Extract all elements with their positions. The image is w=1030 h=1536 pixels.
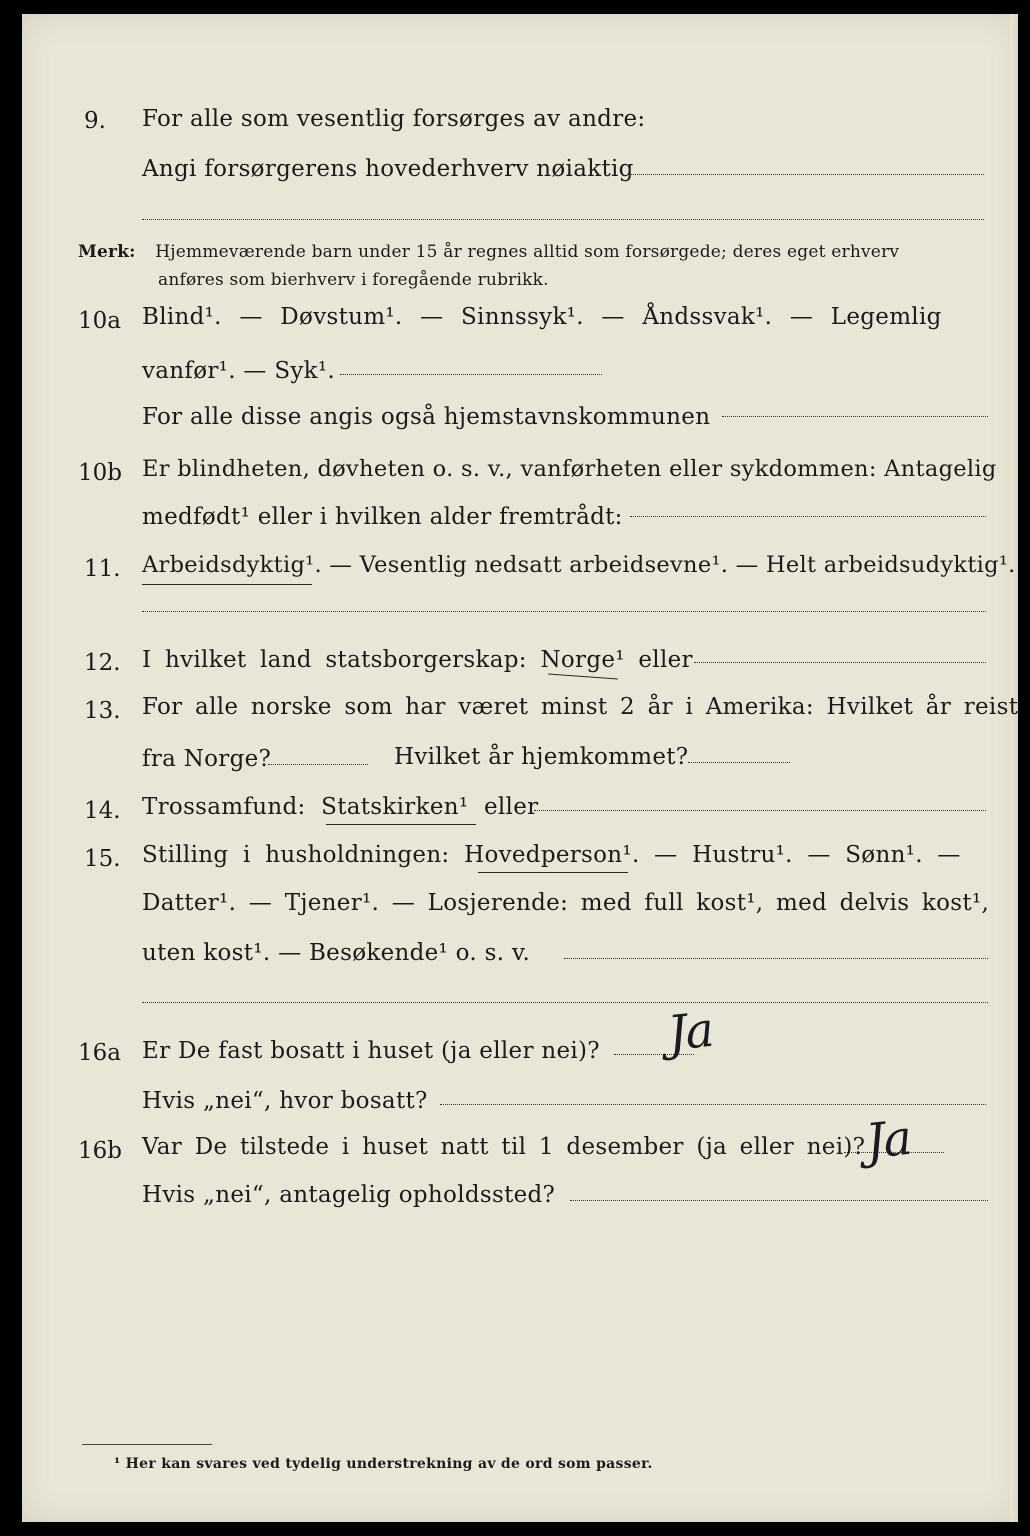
q13-line1: For alle norske som har været minst 2 år i Amerika: Hvilket år reist: [142, 694, 1019, 720]
q12-answer-line[interactable]: [694, 662, 986, 663]
q10a-line3: For alle disse angis også hjemstavnskommunen: [142, 404, 711, 430]
q11-answer-line[interactable]: [142, 611, 986, 612]
q13-line2b: Hvilket år hjemkommet?: [394, 744, 689, 770]
q10b-line2: medfødt¹ eller i hvilken alder fremtrådt:: [142, 504, 623, 530]
q15-answer-line-2[interactable]: [142, 1002, 988, 1003]
q16b-line2: Hvis „nei“, antagelig opholdssted?: [142, 1182, 556, 1208]
merk-line2: anføres som bierhverv i foregående rubrikk.: [158, 270, 549, 290]
q14-number: 14.: [84, 798, 121, 824]
q9-number: 9.: [84, 108, 106, 134]
q9-answer-line-2[interactable]: [142, 219, 984, 220]
page-edge: [1010, 14, 1018, 1522]
q16a-bosatt-line[interactable]: [440, 1104, 986, 1105]
q10a-line2: vanfør¹. — Syk¹.: [142, 358, 336, 384]
q15-underline-mark: [478, 872, 628, 873]
footnote: ¹ Her kan svares ved tydelig understrekning av de ord som passer.: [114, 1456, 653, 1472]
q14-answer-line[interactable]: [534, 810, 986, 811]
q15-line1: Stilling i husholdningen: Hovedperson¹. — Hustru¹. — Sønn¹. —: [142, 842, 961, 868]
census-form-page: [22, 14, 1018, 1522]
q15-line3: uten kost¹. — Besøkende¹ o. s. v.: [142, 940, 531, 966]
q15-number: 15.: [84, 846, 121, 872]
q16b-number: 16b: [78, 1138, 122, 1164]
q16a-handwritten-answer: Ja: [665, 1001, 715, 1063]
q12-line1: I hvilket land statsborgerskap: Norge¹ eller: [142, 647, 693, 673]
q10a-line1: Blind¹. — Døvstum¹. — Sinnssyk¹. — Åndssvak¹. — Legemlig: [142, 304, 942, 330]
q16a-line1: Er De fast bosatt i huset (ja eller nei)?: [142, 1038, 600, 1064]
q16b-opholdssted-line[interactable]: [570, 1200, 988, 1201]
q10a-answer-line[interactable]: [340, 374, 602, 375]
q10b-number: 10b: [78, 460, 122, 486]
q14-line1: Trossamfund: Statskirken¹ eller: [142, 794, 539, 820]
q16b-line1: Var De tilstede i huset natt til 1 desember (ja eller nei)?: [142, 1134, 866, 1160]
q15-answer-line[interactable]: [564, 958, 988, 959]
q11-number: 11.: [84, 556, 121, 582]
q10a-number: 10a: [78, 308, 121, 334]
merk-label: Merk:: [78, 242, 136, 262]
q16b-handwritten-answer: Ja: [863, 1109, 913, 1171]
q12-number: 12.: [84, 650, 121, 676]
q11-underline-mark: [142, 584, 312, 585]
merk-text1: Hjemmeværende barn under 15 år regnes alltid som forsørgede; deres eget erhverv: [155, 242, 900, 262]
q14-underline-mark: [326, 824, 476, 825]
q13-hjemkommet-line[interactable]: [688, 762, 790, 763]
q15-line2: Datter¹. — Tjener¹. — Losjerende: med full kost¹, med delvis kost¹,: [142, 890, 990, 916]
q16a-line2: Hvis „nei“, hvor bosatt?: [142, 1088, 428, 1114]
q9-answer-line[interactable]: [628, 174, 984, 175]
q9-line2: Angi forsørgerens hovederhverv nøiaktig: [142, 156, 634, 182]
q16a-number: 16a: [78, 1040, 121, 1066]
q10a-hjemstavn-line[interactable]: [722, 416, 988, 417]
q10b-answer-line[interactable]: [630, 516, 986, 517]
q9-line1: For alle som vesentlig forsørges av andre:: [142, 106, 646, 132]
q10b-line1: Er blindheten, døvheten o. s. v., vanførheten eller sykdommen: Antagelig: [142, 456, 997, 482]
merk-line1: [78, 242, 899, 262]
q13-number: 13.: [84, 698, 121, 724]
q12-underline-mark: [548, 674, 618, 680]
footnote-rule: [82, 1444, 212, 1445]
q11-line1: Arbeidsdyktig¹. — Vesentlig nedsatt arbeidsevne¹. — Helt arbeidsudyktig¹.: [142, 552, 1016, 578]
q13-line2a: fra Norge?: [142, 746, 272, 772]
q13-reist-line[interactable]: [268, 764, 368, 765]
